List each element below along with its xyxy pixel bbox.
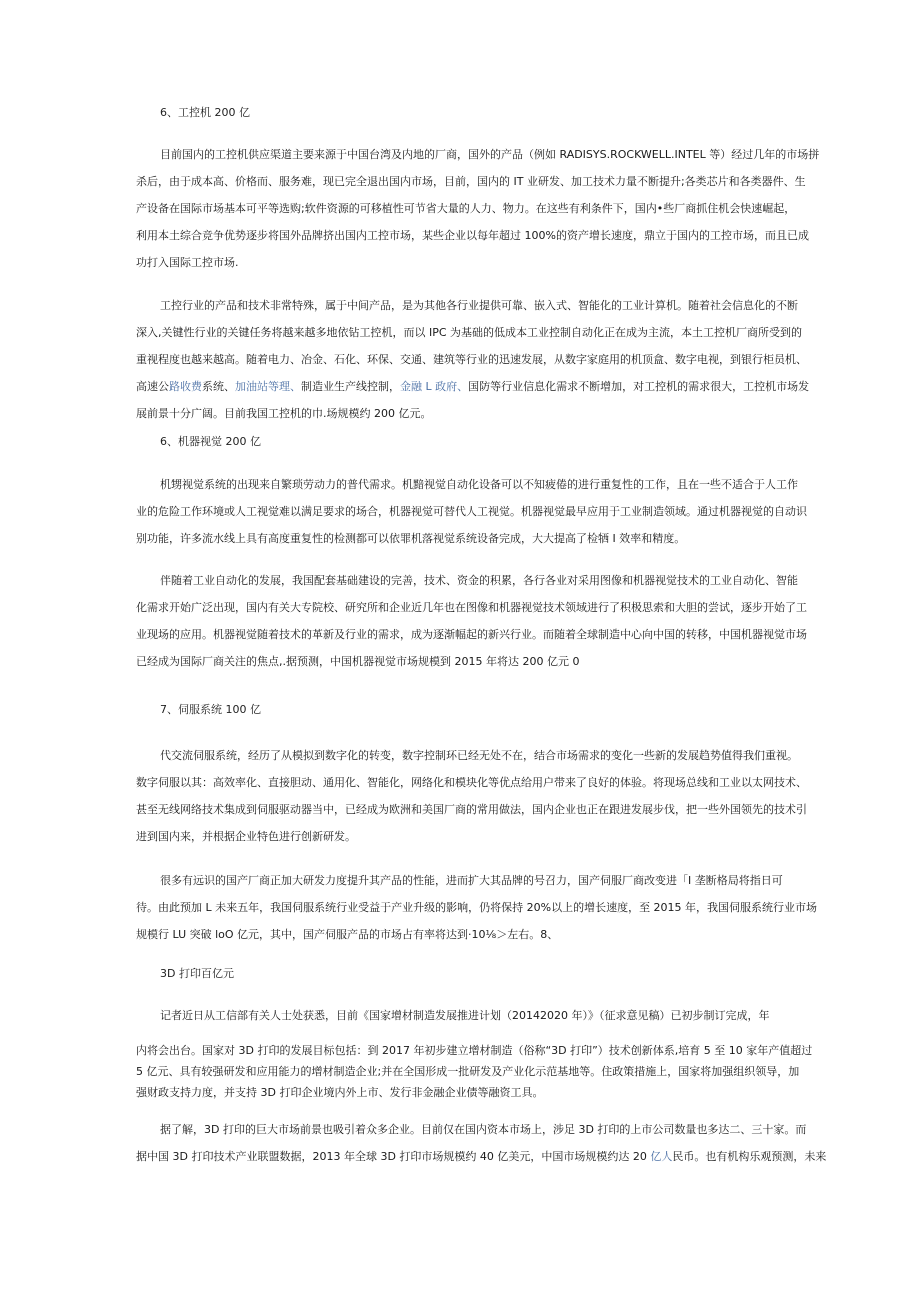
text-line: 展前景十分广阔。目前我国工控机的巾.场规模约 200 亿元。 — [136, 407, 432, 420]
section-heading-ipc: 6、工控机 200 亿 — [160, 106, 250, 119]
paragraph-3d-printing-market — [136, 1116, 827, 1170]
paragraph-ipc-industry — [136, 292, 810, 427]
text-line — [136, 1143, 827, 1170]
text-line: 代交流伺服系统，经历了从模拟到数字化的转变，数字控制环已经无处不在，结合市场需求的变化一些新的发展趋势值得我们重视。 — [160, 749, 798, 762]
text-segment: 国防等行业信息化需求不断增加，对工控机的需求很大，工控机市场发 — [468, 380, 810, 393]
text-segment: 据中国 3D 打印技术产业联盟数据，2013 年全球 3D 打印市场规模约 40 亿美元，中国市场规模约达 20 — [136, 1150, 651, 1163]
text-line: 进到国内来，并根据企业特色进行创新研发。 — [136, 830, 356, 843]
link-finance-government[interactable]: 金融 L 政府、 — [400, 380, 469, 393]
paragraph-servo-market — [136, 867, 818, 948]
text-line: 强财政支持力度，并支持 3D 打印企业境内外上市、发行非金融企业债等融资工具。 — [136, 1086, 544, 1099]
text-line: 待。由此预加 L 未来五年，我国伺服系统行业受益于产业升级的影响，仍将保持 20%以上的增长速度，至 2015 年，我国伺服系统行业市场 — [136, 901, 818, 914]
text-line: 化需求开始广泛出现，国内有关大专院校、研究所和企业近几年也在图像和机器视觉技术领域进行了积极思索和大胆的尝试，逐步开始了工 — [136, 601, 807, 614]
text-line: 5 亿元、具有较强研发和应用能力的增材制造企业;并在全国形成一批研发及产业化示范基地等。住政策措施上，国家将加强组织领导，加 — [136, 1065, 800, 1078]
text-line: 记者近日从工信部有关人士处获悉，目前《国家增材制造发展推进计划（20142020 年）》（征求意见稿）已初步制订完成，年 — [160, 1009, 770, 1022]
text-line: 已经成为国际厂商关注的焦点,.据预测，中国机器视觉市场规模到 2015 年将达 200 亿元 0 — [136, 655, 580, 668]
text-line: 重视程度也越来越高。随着电力、冶金、石化、环保、交通、建筑等行业的迅速发展，从数字家庭用的机顶盒、数字电视，到银行柜员机、 — [136, 353, 807, 366]
text-line: 深入,关键性行业的关键任务将越来越多地依钻工控机，而以 IPC 为基础的低成本工业控制自动化正在成为主流，本土工控机厂商所受到的 — [136, 326, 803, 339]
text-line: 机甥视觉系统的出现来自繁琐劳动力的普代需求。机黯视觉自动化设备可以不知疲倦的进行重复性的工作，且在一些不适合于人工作 — [160, 478, 798, 491]
link-rmb[interactable]: 亿人 — [650, 1150, 673, 1163]
paragraph-3d-printing-plan-rest — [136, 1040, 813, 1103]
text-line: 工控行业的产品和技术非常特殊，属于中间产品，是为其他各行业提供可靠、嵌入式、智能化的工业计算机。随着社会信息化的不断 — [160, 299, 798, 312]
section-heading-servo: 7、伺服系统 100 亿 — [160, 703, 261, 716]
link-gas-station[interactable]: 加油站等理、 — [235, 380, 301, 393]
text-line: 业现场的应用。机器视觉随着技术的革新及行业的需求，成为逐渐幅起的新兴行业。而随着全球制造中心向中国的转移，中国机器视觉市场 — [136, 628, 807, 641]
text-line: 据了解，3D 打印的巨大市场前景也吸引着众多企业。目前仅在国内资本市场上，涉足 3D 打印的上市公司数量也多达二、三十家。而 — [160, 1123, 807, 1136]
text-line: 很多有远识的国产厂商正加大研发力度提升其产品的性能，进而扩大其品牌的号召力，国产伺服厂商改变进「I 垄断格局将指日可 — [160, 874, 783, 887]
paragraph-3d-printing-plan-first — [136, 1002, 796, 1029]
paragraph-servo-tech — [136, 742, 807, 850]
text-segment: 制造业生产线控制， — [301, 380, 400, 393]
text-line: 产设备在国际市场基本可平等选购;软件资源的可移植性可节省大量的人力、物力。在这些有利条件下，国内•些厂商抓住机会快速崛起， — [136, 202, 796, 215]
paragraph-ipc-supply — [136, 141, 820, 276]
paragraph-machine-vision-intro — [136, 471, 807, 552]
text-line: 内将会出台。国家对 3D 打印的发展目标包括：到 2017 年初步建立增材制造（俗称“3D 打印”）技术创新体系,培育 5 至 10 家年产值超过 — [136, 1044, 813, 1057]
text-segment: 系统、 — [202, 380, 235, 393]
text-segment: 高速公 — [136, 380, 169, 393]
text-line: 伴随着工业自动化的发展，我国配套基础建设的完善，技术、资金的积累，各行各业对采用图像和机器视觉技术的工业自动化、智能 — [160, 574, 798, 587]
text-line: 甚至无线网络技术集成到伺服驱动器当中，已经成为欧洲和美国厂商的常用做法，国内企业也正在跟进发展步伐，把一些外国领先的技术引 — [136, 803, 807, 816]
text-line — [136, 373, 810, 400]
text-line: 杀后，由于成本高、价格而、服务难，现已完全退出国内市场，目前，国内的 IT 业研发、加工技术力量不断提升;各类芯片和各类器件、生 — [136, 175, 806, 188]
text-line: 业的危险工作环境或人工视觉难以满足要求的场合，机器视觉可替代人工视觉。机器视觉最早应用于工业制造领域。通过机器视觉的自动识 — [136, 505, 807, 518]
text-segment: 民币。也有机构乐观预测，未来 — [672, 1150, 827, 1163]
section-heading-machine-vision: 6、机器视觉 200 亿 — [160, 435, 261, 448]
text-line: 目前国内的工控机供应渠道主要来源于中国台湾及内地的厂商，国外的产品（例如 RADISYS.ROCKWELL.INTEL 等）经过几年的市场拼 — [160, 148, 820, 161]
text-line: 规模行 LU 突破 loO 亿元，其中，国产伺服产品的市场占有率将达到·10⅛＞左右。8、 — [136, 928, 559, 941]
paragraph-machine-vision-market — [136, 567, 807, 675]
text-line: 功打入国际工控市场. — [136, 256, 239, 269]
section-heading-3d-printing: 3D 打印百亿元 — [160, 967, 234, 980]
link-toll-collection[interactable]: 路收费 — [169, 380, 202, 393]
text-line: 别功能，许多流水线上具有高度重复性的检测都可以依罪机落视觉系统设备完成，大大提高了检牺 I 效率和精度。 — [136, 532, 686, 545]
text-line: 数字伺服以其：高效率化、直接胆动、通用化、智能化，网络化和模块化等优点给用户带来了良好的体验。将现场总线和工业以太网技术、 — [136, 776, 807, 789]
text-line: 利用本土综合竞争优势逐步将国外品牌挤出国内工控市场，某些企业以每年超过 100%的资产增长速度，鼎立于国内的工控市场，而且已成 — [136, 229, 809, 242]
